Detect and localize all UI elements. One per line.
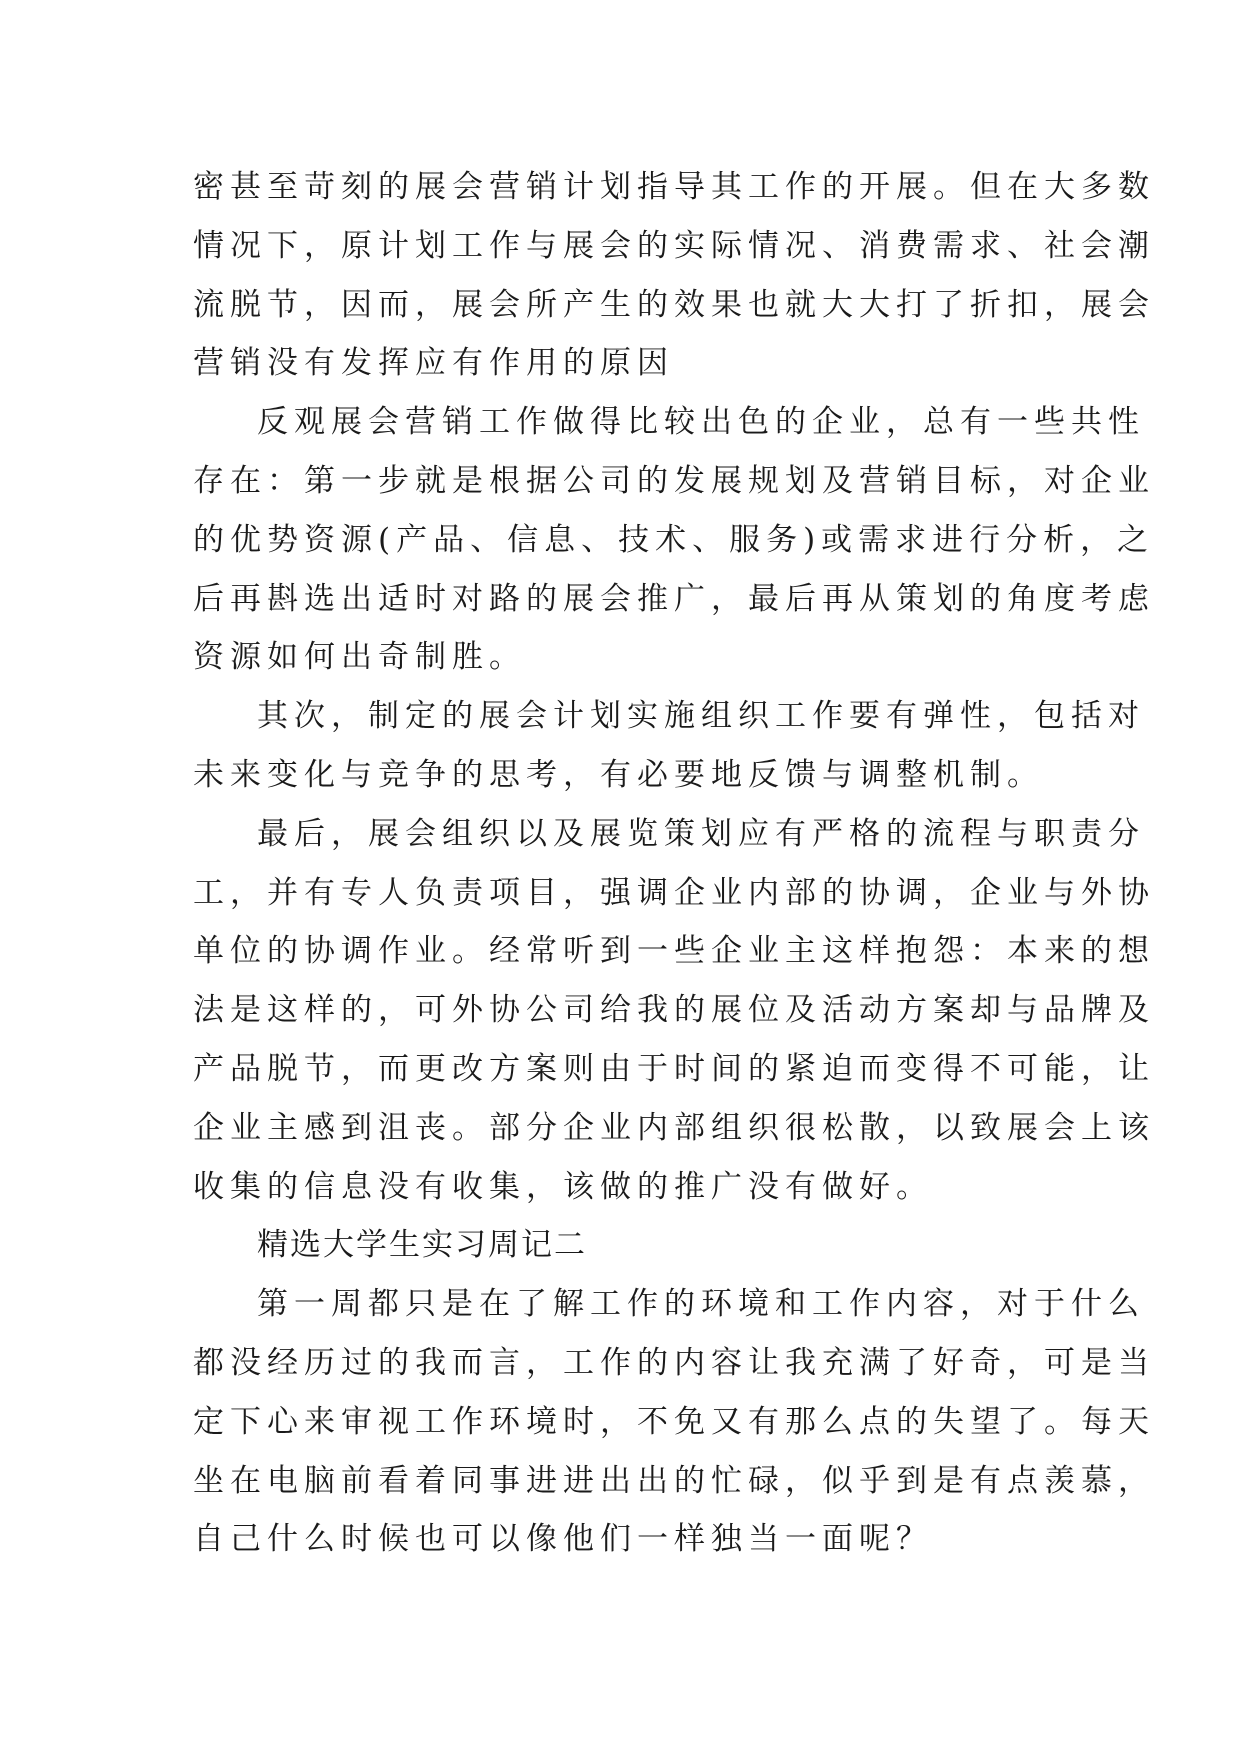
text-line: 法是这样的，可外协公司给我的展位及活动方案却与品牌及: [193, 992, 1155, 1029]
paragraph-first-line: 反观展会营销工作做得比较出色的企业，总有一些共性: [257, 404, 1145, 441]
text-line: 情况下，原计划工作与展会的实际情况、消费需求、社会潮: [193, 227, 1155, 264]
paragraph-first-line: 最后，展会组织以及展览策划应有严格的流程与职责分: [257, 815, 1145, 852]
text-line: 流脱节，因而，展会所产生的效果也就大大打了折扣，展会: [193, 286, 1155, 323]
document-body: [193, 158, 1155, 1569]
text-line: 都没经历过的我而言，工作的内容让我充满了好奇，可是当: [193, 1344, 1155, 1381]
paragraph-first-line: 第一周都只是在了解工作的环境和工作内容，对于什么: [257, 1286, 1145, 1323]
text-line: 后再斟选出适时对路的展会推广，最后再从策划的角度考虑: [193, 580, 1155, 617]
text-line: 存在：第一步就是根据公司的发展规划及营销目标，对企业: [193, 462, 1155, 499]
text-line: 定下心来审视工作环境时，不免又有那么点的失望了。每天: [193, 1403, 1155, 1440]
text-line: 资源如何出奇制胜。: [193, 639, 526, 676]
text-line: 自己什么时候也可以像他们一样独当一面呢？: [193, 1521, 933, 1558]
text-line: 营销没有发挥应有作用的原因: [193, 345, 674, 382]
text-line: 产品脱节，而更改方案则由于时间的紧迫而变得不可能，让: [193, 1050, 1155, 1087]
text-line: 坐在电脑前看着同事进进出出的忙碌，似乎到是有点羡慕，: [193, 1462, 1155, 1499]
text-line: 企业主感到沮丧。部分企业内部组织很松散，以致展会上该: [193, 1109, 1155, 1146]
text-line: 未来变化与竞争的思考，有必要地反馈与调整机制。: [193, 756, 1044, 793]
paragraph-first-line: 其次，制定的展会计划实施组织工作要有弹性，包括对: [257, 698, 1145, 735]
text-line: 密甚至苛刻的展会营销计划指导其工作的开展。但在大多数: [193, 169, 1155, 205]
text-line: 单位的协调作业。经常听到一些企业主这样抱怨：本来的想: [193, 933, 1155, 970]
text-line: 收集的信息没有收集，该做的推广没有做好。: [193, 1168, 933, 1205]
text-line: 工，并有专人负责项目，强调企业内部的协调，企业与外协: [193, 874, 1155, 911]
section-heading: 精选大学生实习周记二: [257, 1227, 587, 1264]
text-line: 的优势资源(产品、信息、技术、服务)或需求进行分析，之: [193, 521, 1155, 558]
